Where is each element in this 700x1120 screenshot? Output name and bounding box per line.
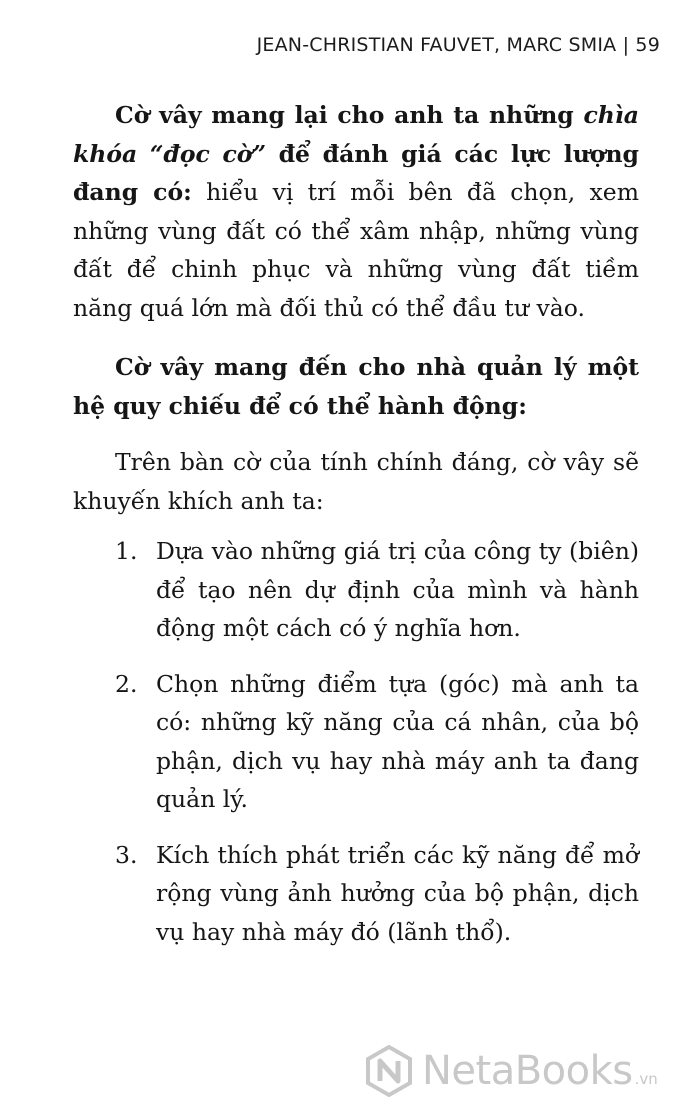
running-header: JEAN-CHRISTIAN FAUVET, MARC SMIA | 59 bbox=[256, 34, 660, 56]
page-body bbox=[73, 96, 639, 968]
list-item bbox=[73, 836, 639, 952]
paragraph-1-lead-bold-italic: chìa khóa “đọc cờ” bbox=[73, 101, 639, 168]
list-item-text: Dựa vào những giá trị của công ty (biên) để tạo nên dự định của mình và hành động một cách có ý nghĩa hơn. bbox=[156, 537, 639, 642]
watermark-suffix: .vn bbox=[634, 1070, 658, 1088]
netabooks-logo-icon bbox=[362, 1044, 416, 1098]
numbered-list bbox=[73, 532, 639, 951]
list-item-number: 1. bbox=[115, 537, 138, 565]
watermark-brand: NetaBooks bbox=[422, 1048, 633, 1094]
paragraph-3: Trên bàn cờ của tính chính đáng, cờ vây sẽ khuyến khích anh ta: bbox=[73, 448, 639, 515]
paragraph-1-lead-bold-1: Cờ vây mang lại cho anh ta những bbox=[115, 101, 584, 129]
list-item-text: Kích thích phát triển các kỹ năng để mở rộng vùng ảnh hưởng của bộ phận, dịch vụ hay nhà máy đó (lãnh thổ). bbox=[156, 840, 639, 946]
paragraph-1-rest: hiểu vị trí mỗi bên đã chọn, xem những vùng đất có thể xâm nhập, những vùng đất để chinh phục và những vùng đất tiềm năng quá lớn mà đối thủ có thể đầu tư vào. bbox=[73, 178, 639, 322]
paragraph-1 bbox=[73, 96, 639, 327]
list-item-number: 3. bbox=[115, 840, 138, 869]
list-item-text: Chọn những điểm tựa (góc) mà anh ta có: những kỹ năng của cá nhân, của bộ phận, dịch vụ hay nhà máy anh ta đang quản lý. bbox=[156, 669, 639, 813]
paragraph-1-lead-bold-2: để đánh giá các lực lượng đang có: bbox=[73, 139, 639, 206]
netabooks-watermark bbox=[362, 1044, 658, 1098]
list-item bbox=[73, 665, 639, 819]
list-item bbox=[73, 532, 639, 648]
paragraph-2-bold: Cờ vây mang đến cho nhà quản lý một hệ quy chiếu để có thể hành động: bbox=[73, 353, 639, 420]
list-item-number: 2. bbox=[115, 669, 138, 698]
